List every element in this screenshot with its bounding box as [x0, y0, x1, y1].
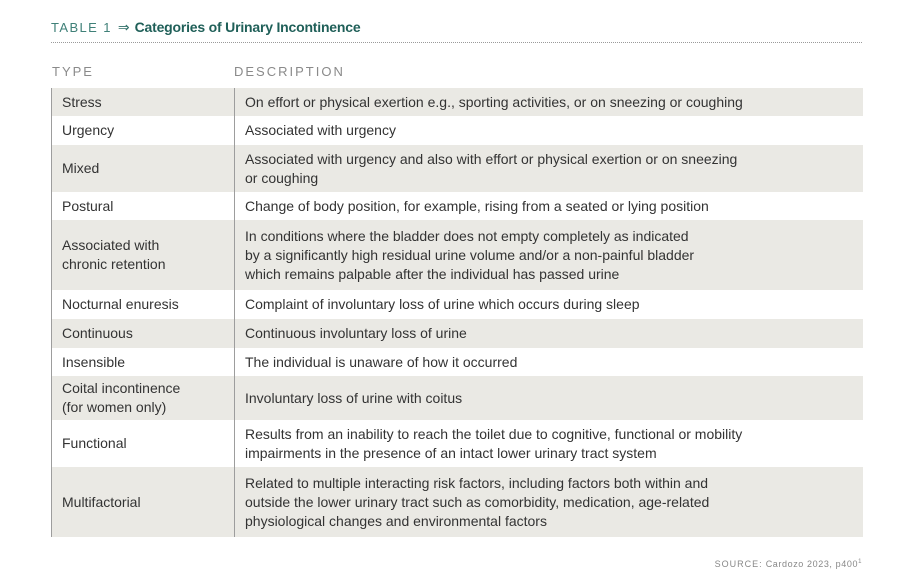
type-cell: Nocturnal enuresis: [52, 290, 235, 319]
type-cell: Coital incontinence (for women only): [52, 376, 235, 420]
column-header-description: DESCRIPTION: [234, 64, 345, 79]
table-row: [52, 467, 863, 537]
table-row: [52, 145, 863, 192]
source-text: Cardozo 2023, p400: [765, 559, 859, 569]
column-header-type: TYPE: [52, 64, 94, 79]
incontinence-categories-table: [51, 88, 863, 537]
type-cell: Continuous: [52, 319, 235, 348]
table-row: [52, 220, 863, 290]
table-row: [52, 88, 863, 116]
description-cell: Involuntary loss of urine with coitus: [235, 376, 863, 420]
table-row: [52, 319, 863, 348]
dotted-divider: [51, 42, 862, 43]
description-cell: The individual is unaware of how it occurred: [235, 348, 863, 376]
column-headers: [51, 64, 862, 82]
description-cell: Related to multiple interacting risk factors, including factors both within and outside the lower urinary tract such as comorbidity, medication, age-related physiological changes and environmental factors: [235, 467, 863, 537]
table-body: [52, 88, 863, 537]
type-cell: Stress: [52, 88, 235, 116]
description-cell: In conditions where the bladder does not empty completely as indicated by a significantly high residual urine volume and/or a non-painful bladder which remains palpable after the individual has passed urine: [235, 220, 863, 290]
table-row: [52, 116, 863, 145]
double-arrow-icon: ⇒: [117, 19, 130, 35]
description-cell: On effort or physical exertion e.g., sporting activities, or on sneezing or coughing: [235, 88, 863, 116]
table-row: [52, 348, 863, 376]
table-row: [52, 376, 863, 420]
description-cell: Change of body position, for example, rising from a seated or lying position: [235, 192, 863, 220]
table-number-label: TABLE 1: [51, 20, 112, 35]
description-cell: Associated with urgency and also with effort or physical exertion or on sneezing or coughing: [235, 145, 863, 192]
description-cell: Continuous involuntary loss of urine: [235, 319, 863, 348]
type-cell: Postural: [52, 192, 235, 220]
table-row: [52, 192, 863, 220]
type-cell: Mixed: [52, 145, 235, 192]
source-superscript: 1: [858, 559, 862, 565]
table-row: [52, 290, 863, 319]
table-title: Categories of Urinary Incontinence: [134, 19, 361, 35]
type-cell: Associated with chronic retention: [52, 220, 235, 290]
source-label: SOURCE:: [714, 559, 763, 569]
description-cell: Results from an inability to reach the toilet due to cognitive, functional or mobility impairments in the presence of an intact lower urinary tract system: [235, 420, 863, 467]
description-cell: Associated with urgency: [235, 116, 863, 145]
description-cell: Complaint of involuntary loss of urine which occurs during sleep: [235, 290, 863, 319]
type-cell: Insensible: [52, 348, 235, 376]
type-cell: Multifactorial: [52, 467, 235, 537]
table-row: [52, 420, 863, 467]
type-cell: Functional: [52, 420, 235, 467]
source-citation: [715, 559, 862, 569]
type-cell: Urgency: [52, 116, 235, 145]
table-title-bar: [51, 19, 862, 36]
